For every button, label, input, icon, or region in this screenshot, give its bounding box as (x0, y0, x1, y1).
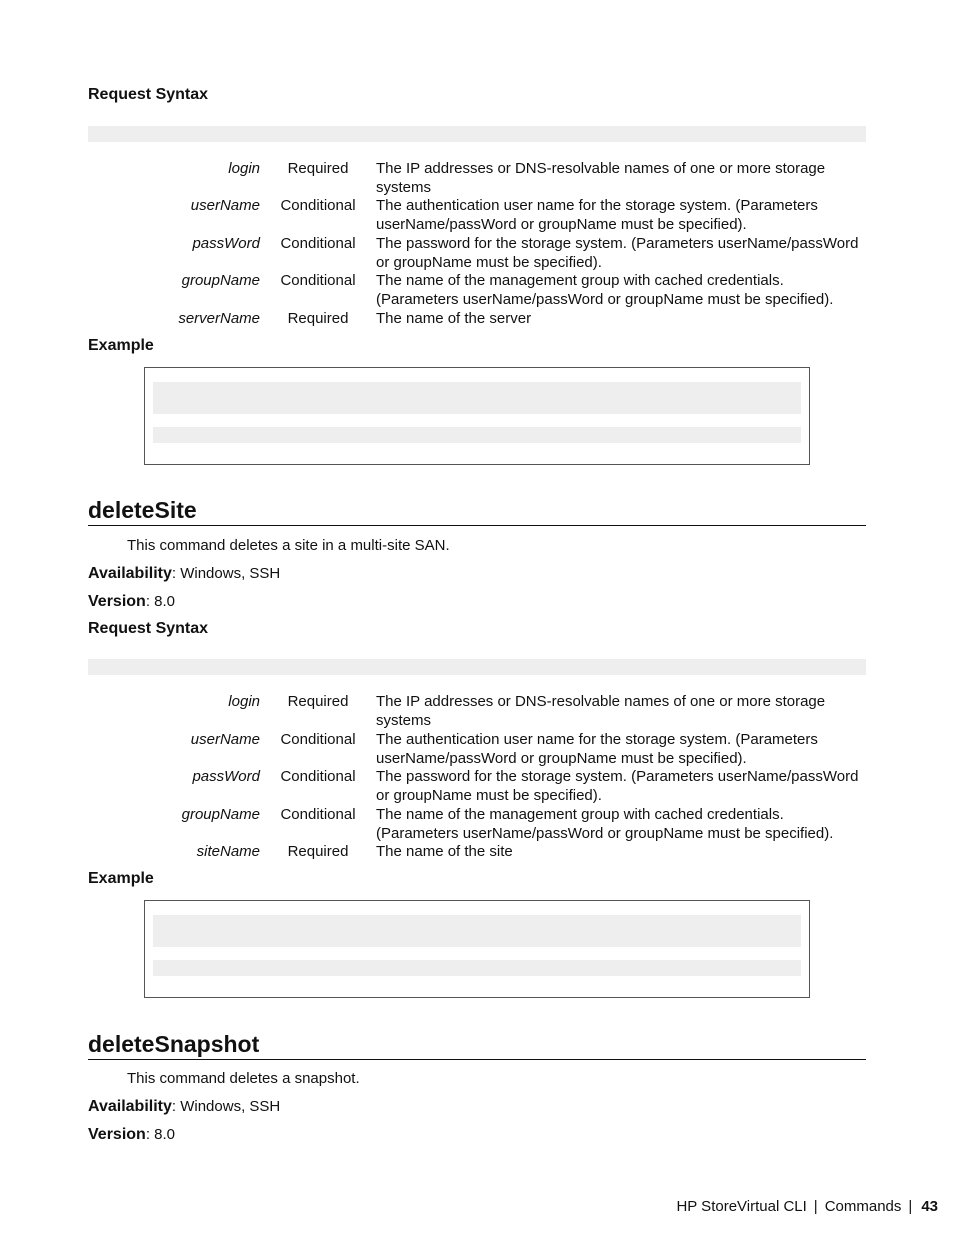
availability-value: : Windows, SSH (171, 565, 281, 582)
example-code-box (144, 367, 810, 465)
example-code-line (153, 382, 801, 414)
param-description: The name of the server (376, 310, 532, 327)
param-description: The password for the storage system. (Parameters userName/passWord or groupName must be specified). (376, 235, 859, 271)
example-label: Example (88, 870, 154, 887)
availability-label: Availability (88, 565, 172, 582)
version-value: : 8.0 (145, 593, 175, 610)
section-heading-deletesnapshot: deleteSnapshot (88, 1031, 866, 1060)
footer-separator: | (908, 1198, 913, 1215)
param-description: The IP addresses or DNS-resolvable names of one or more storage systems (376, 160, 826, 196)
param-name: passWord (192, 235, 260, 252)
param-requirement: Conditional (280, 768, 356, 785)
footer-product: HP StoreVirtual CLI (676, 1198, 807, 1215)
param-requirement: Required (287, 693, 349, 710)
param-requirement: Conditional (280, 197, 356, 214)
version-line (88, 593, 175, 611)
param-requirement: Required (287, 310, 349, 327)
param-name: groupName (181, 272, 260, 289)
param-row (88, 310, 866, 329)
param-name: userName (190, 731, 260, 748)
param-row (88, 693, 866, 731)
param-row (88, 197, 866, 235)
parameter-table (88, 693, 866, 862)
availability-line (88, 1098, 280, 1116)
param-row (88, 235, 866, 272)
page-number: 43 (921, 1198, 938, 1215)
param-name: passWord (192, 768, 260, 785)
command-description: This command deletes a snapshot. (127, 1070, 360, 1087)
footer-separator: | (813, 1198, 818, 1215)
param-description: The password for the storage system. (Parameters userName/passWord or groupName must be specified). (376, 768, 859, 804)
page-footer (676, 1198, 938, 1215)
example-label: Example (88, 337, 154, 354)
footer-chapter: Commands (824, 1198, 902, 1215)
param-row (88, 806, 866, 843)
version-label: Version (88, 1126, 146, 1143)
param-requirement: Conditional (280, 806, 356, 823)
param-description: The authentication user name for the storage system. (Parameters userName/passWord or groupName must be specified). (376, 197, 818, 233)
param-requirement: Conditional (280, 235, 356, 252)
param-description: The authentication user name for the storage system. (Parameters userName/passWord or groupName must be specified). (376, 731, 818, 767)
syntax-code-bar (88, 126, 866, 142)
request-syntax-label: Request Syntax (88, 620, 209, 637)
param-name: groupName (181, 806, 260, 823)
param-requirement: Conditional (280, 272, 356, 289)
param-row (88, 160, 866, 197)
example-code-line (153, 915, 801, 947)
section-heading-deletesite: deleteSite (88, 497, 866, 526)
param-row (88, 731, 866, 768)
param-name: siteName (196, 843, 260, 860)
example-code-box (144, 900, 810, 998)
availability-label: Availability (88, 1098, 172, 1115)
param-name: userName (190, 197, 260, 214)
param-name: login (228, 160, 260, 177)
command-description: This command deletes a site in a multi-site SAN. (127, 537, 450, 554)
param-requirement: Required (287, 160, 349, 177)
request-syntax-label: Request Syntax (88, 86, 209, 103)
availability-line (88, 565, 280, 583)
param-name: serverName (178, 310, 260, 327)
availability-value: : Windows, SSH (171, 1098, 281, 1115)
param-row (88, 843, 866, 862)
example-code-line (153, 427, 801, 443)
param-row (88, 272, 866, 310)
param-name: login (228, 693, 260, 710)
version-line (88, 1126, 175, 1144)
example-code-line (153, 960, 801, 976)
param-requirement: Conditional (280, 731, 356, 748)
param-description: The name of the site (376, 843, 513, 860)
param-requirement: Required (287, 843, 349, 860)
param-description: The name of the management group with cached credentials. (Parameters userName/passWord or groupName must be specified). (376, 806, 834, 842)
syntax-code-bar (88, 659, 866, 675)
version-value: : 8.0 (145, 1126, 175, 1143)
param-description: The name of the management group with cached credentials. (Parameters userName/passWord or groupName must be specified). (376, 272, 834, 308)
param-row (88, 768, 866, 806)
param-description: The IP addresses or DNS-resolvable names of one or more storage systems (376, 693, 826, 729)
version-label: Version (88, 593, 146, 610)
parameter-table (88, 160, 866, 329)
